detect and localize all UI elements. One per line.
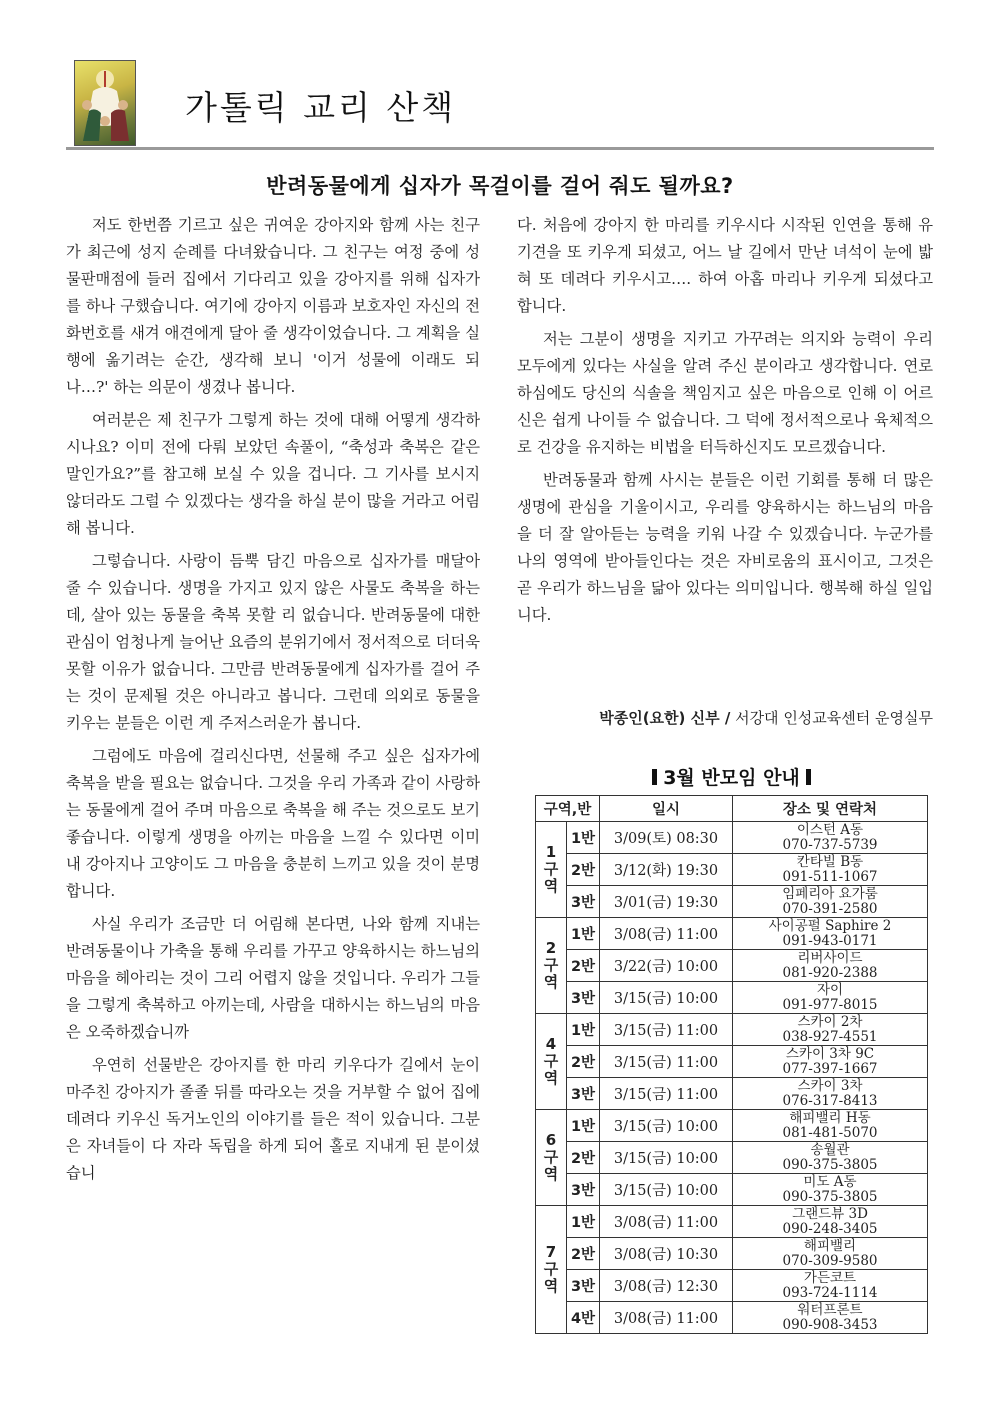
place-cell [733,1270,928,1302]
place-cell [733,822,928,854]
place-phone: 091-977-8015 [782,996,878,1013]
schedule-body [536,822,928,1334]
date-cell: 3/08(금) 11:00 [600,1302,733,1334]
area-cell: 1 구 역 [536,822,567,918]
ban-cell: 2반 [567,1046,600,1078]
date-cell: 3/22(금) 10:00 [600,950,733,982]
place-name: 가든코트 [803,1269,857,1286]
place-name: 사이공펄 Saphire 2 [768,917,892,934]
ban-cell: 1반 [567,822,600,854]
table-header-row [536,796,928,822]
article-paragraph: 저도 한번쯤 기르고 싶은 귀여운 강아지와 함께 사는 친구가 최근에 성지 순례를 다녀왔습니다. 그 친구는 여정 중에 성물판매점에 들러 집에서 기다리고 있을 강아지를 위해 십자가를 하나 구했습니다. 여기에 강아지 이름과 보호자인 자신의 전화번호를 새겨 애견에게 달아 줄 생각이었습니다. 그 계획을 실행에 옮기려는 순간, 생각해 보니 '이거 성물에 이래도 되나…?' 하는 의문이 생겼나 봅니다. [66,216,480,396]
place-name: 스카이 3차 9C [785,1045,875,1062]
area-cell: 7 구 역 [536,1206,567,1334]
place-phone: 091-943-0171 [782,932,878,949]
schedule-title [535,763,928,790]
place-name: 이스턴 A동 [796,821,864,838]
place-cell [733,950,928,982]
date-cell: 3/12(화) 19:30 [600,854,733,886]
catholic-icon-image [74,60,136,146]
place-phone: 081-920-2388 [782,964,878,981]
date-cell: 3/08(금) 11:00 [600,918,733,950]
table-row [536,1270,928,1302]
place-name: 송월관 [810,1141,850,1158]
area-cell: 2 구 역 [536,918,567,1014]
place-name: 스카이 2차 [797,1013,863,1030]
place-cell [733,886,928,918]
ban-cell: 3반 [567,1078,600,1110]
date-cell: 3/08(금) 12:30 [600,1270,733,1302]
ban-cell: 4반 [567,1302,600,1334]
place-cell [733,1078,928,1110]
table-row [536,1238,928,1270]
ban-cell: 3반 [567,1270,600,1302]
date-cell: 3/01(금) 19:30 [600,886,733,918]
article-paragraph: 우연히 선물받은 강아지를 한 마리 키우다가 길에서 눈이 마주친 강아지가 졸졸 뒤를 따라오는 것을 거부할 수 없어 집에 데려다 키우신 독거노인의 이야기를 들은 적이 있습니다. 그분은 자녀들이 다 자라 독립을 하게 되어 홀로 지내게 된 분이셨습니 [66,1056,480,1182]
date-cell: 3/15(금) 10:00 [600,1142,733,1174]
date-cell: 3/15(금) 10:00 [600,982,733,1014]
schedule-table [535,795,928,1334]
place-cell [733,1014,928,1046]
place-phone: 070-309-9580 [782,1252,878,1269]
place-phone: 070-391-2580 [782,900,878,917]
place-cell [733,1110,928,1142]
place-phone: 090-375-3805 [782,1188,878,1205]
place-cell [733,1302,928,1334]
place-phone: 091-511-1067 [782,868,878,885]
author-role: 서강대 인성교육센터 운영실무 [730,709,933,727]
table-row [536,982,928,1014]
place-cell [733,982,928,1014]
table-row [536,1046,928,1078]
table-row [536,1142,928,1174]
place-cell [733,918,928,950]
place-name: 임페리아 요가룸 [782,885,878,902]
place-phone: 038-927-4551 [782,1028,878,1045]
area-cell: 4 구 역 [536,1014,567,1110]
ban-cell: 1반 [567,1014,600,1046]
table-row [536,1302,928,1334]
article-paragraph: 저는 그분이 생명을 지키고 가꾸려는 의지와 능력이 우리 모두에게 있다는 사실을 알려 주신 분이라고 생각합니다. 연로하심에도 당신의 식솔을 책임지고 싶은 마음으로 인해 이 어르신은 쉽게 나이들 수 없습니다. 그 덕에 정서적으로나 육체적으로 건강을 유지하는 비법을 터득하신지도 모르겠습니다. [517,330,933,456]
date-cell: 3/15(금) 10:00 [600,1110,733,1142]
article-column-left [66,212,480,1193]
ban-cell: 2반 [567,854,600,886]
place-phone: 081-481-5070 [782,1124,878,1141]
header-place: 장소 및 연락처 [733,796,928,822]
place-name: 워터프론트 [797,1301,863,1318]
place-cell [733,1238,928,1270]
ban-cell: 3반 [567,982,600,1014]
ban-cell: 1반 [567,1110,600,1142]
article-paragraph: 여러분은 제 친구가 그렇게 하는 것에 대해 어떻게 생각하시나요? 이미 전에 다뤄 보았던 속풀이, “축성과 축복은 같은 말인가요?”를 참고해 보실 수 있을 겁니다. 그 기사를 보시지 않더라도 그럴 수 있겠다는 생각을 하실 분이 많을 거라고 어림해 봅니다. [66,411,480,537]
place-name: 미도 A동 [803,1173,857,1190]
header-datetime: 일시 [600,796,733,822]
place-name: 리버사이드 [797,949,863,966]
table-row [536,1110,928,1142]
date-cell: 3/15(금) 10:00 [600,1174,733,1206]
author-byline [517,707,933,728]
title-marker [652,769,657,785]
date-cell: 3/08(금) 11:00 [600,1206,733,1238]
date-cell: 3/08(금) 10:30 [600,1238,733,1270]
article-paragraph: 그렇습니다. 사랑이 듬뿍 담긴 마음으로 십자가를 매달아 줄 수 있습니다. 생명을 가지고 있지 않은 사물도 축복을 하는데, 살아 있는 동물을 축복 못할 리 없습니다. 반려동물에 대한 관심이 엄청나게 늘어난 요즘의 분위기에서 정서적으로 더더욱 못할 이유가 없습니다. 그만큼 반려동물에게 십자가를 걸어 주는 것이 문제될 것은 아니라고 봅니다. 그런데 의외로 동물을 키우는 분들은 이런 게 주저스러운가 봅니다. [66,552,480,732]
date-cell: 3/15(금) 11:00 [600,1014,733,1046]
article-paragraph: 그럼에도 마음에 걸리신다면, 선물해 주고 싶은 십자가에 축복을 받을 필요는 없습니다. 그것을 우리 가족과 같이 사랑하는 동물에게 걸어 주며 마음으로 축복을 해 주는 것으로도 보기 좋습니다. 이렇게 생명을 아끼는 마음을 느낄 수 있다면 이미 내 강아지나 고양이도 그 마음을 충분히 느끼고 있을 것이 분명합니다. [66,747,480,900]
place-name: 해피밸리 H동 [789,1109,871,1126]
date-cell: 3/09(토) 08:30 [600,822,733,854]
place-cell [733,854,928,886]
article-headline: 반려동물에게 십자가 목걸이를 걸어 줘도 될까요? [266,174,734,198]
ban-cell: 1반 [567,1206,600,1238]
table-row [536,1078,928,1110]
area-cell: 6 구 역 [536,1110,567,1206]
place-phone: 077-397-1667 [782,1060,878,1077]
place-name: 해피밸리 [803,1237,857,1254]
place-cell [733,1174,928,1206]
schedule-title-text: 3월 반모임 안내 [663,767,800,789]
place-cell [733,1046,928,1078]
ban-cell: 2반 [567,950,600,982]
date-cell: 3/15(금) 11:00 [600,1046,733,1078]
table-row [536,918,928,950]
page-title: 가톨릭 교리 산책 [185,88,457,127]
place-phone: 090-908-3453 [782,1316,878,1333]
date-cell: 3/15(금) 11:00 [600,1078,733,1110]
article-paragraph: 사실 우리가 조금만 더 어림해 본다면, 나와 함께 지내는 반려동물이나 가축을 통해 우리를 가꾸고 양육하시는 하느님의 마음을 헤아리는 것이 그리 어렵지 않을 것입니다. 우리가 그들을 그렇게 축복하고 아끼는데, 사람을 대하시는 하느님의 마음은 오죽하겠습니까 [66,915,480,1041]
place-name: 스카이 3차 [797,1077,863,1094]
place-phone: 090-248-3405 [782,1220,878,1237]
place-name: 그랜드뷰 3D [792,1205,868,1222]
table-row [536,950,928,982]
ban-cell: 1반 [567,918,600,950]
place-phone: 070-737-5739 [782,836,878,853]
place-phone: 090-375-3805 [782,1156,878,1173]
table-row [536,1174,928,1206]
title-marker [806,769,811,785]
ban-cell: 2반 [567,1238,600,1270]
article-paragraph: 다. 처음에 강아지 한 마리를 키우시다 시작된 인연을 통해 유기견을 또 키우게 되셨고, 어느 날 길에서 만난 녀석이 눈에 밟혀 또 데려다 키우시고…. 하여 아홉 마리나 키우게 되셨다고 합니다. [517,216,933,315]
place-cell [733,1142,928,1174]
article-paragraph: 반려동물과 함께 사시는 분들은 이런 기회를 통해 더 많은 생명에 관심을 기울이시고, 우리를 양육하시는 하느님의 마음을 더 잘 알아듣는 능력을 키워 나갈 수 있겠습니다. 누군가를 나의 영역에 받아들인다는 것은 자비로움의 표시이고, 그것은 곧 우리가 하느님을 닮아 있다는 의미입니다. 행복해 하실 일입니다. [517,471,933,624]
ban-cell: 2반 [567,1142,600,1174]
place-name: 자이 [816,981,844,998]
place-phone: 093-724-1114 [782,1284,878,1301]
ban-cell: 3반 [567,886,600,918]
place-cell [733,1206,928,1238]
table-row [536,854,928,886]
table-row [536,1206,928,1238]
table-row [536,1014,928,1046]
place-phone: 076-317-8413 [782,1092,878,1109]
header-area-ban: 구역,반 [536,796,600,822]
ban-cell: 3반 [567,1174,600,1206]
place-name: 칸타빌 B동 [796,853,864,870]
header-divider [66,147,934,150]
table-row [536,886,928,918]
author-name: 박종인(요한) 신부 / [599,709,731,727]
table-row [536,822,928,854]
article-column-right [517,212,933,635]
